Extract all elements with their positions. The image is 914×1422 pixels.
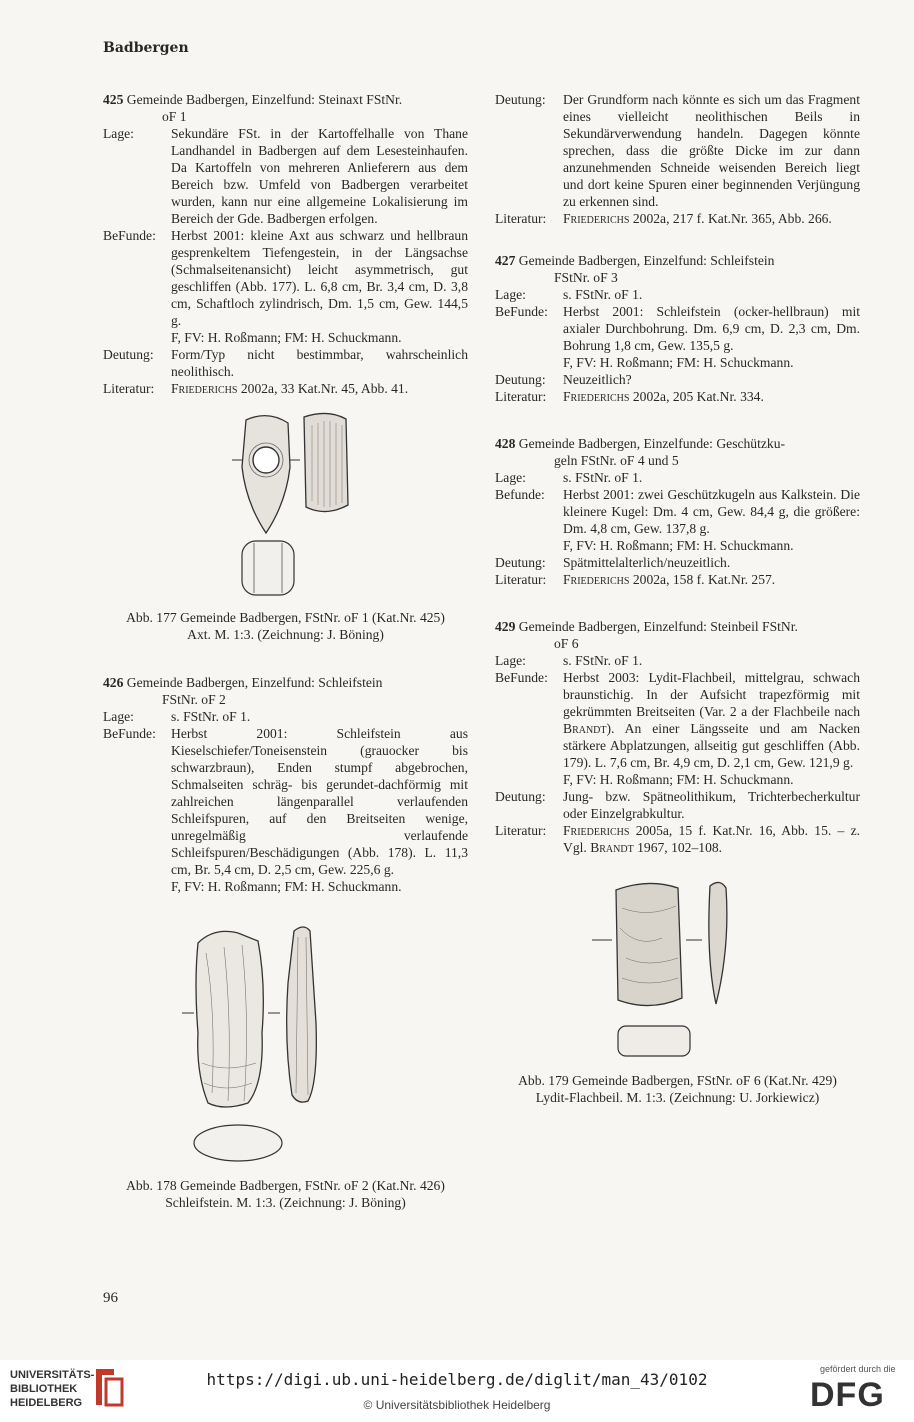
author: Brandt <box>590 840 634 855</box>
finder-text: F, FV: H. Roßmann; FM: H. Schuckmann. <box>171 330 402 345</box>
figure-caption: Axt. M. 1:3. (Zeichnung: J. Böning) <box>187 627 384 642</box>
befunde-text: Herbst 2003: Lydit-Flachbeil, mittelgrau, schwach braunstichig. In der Aufsicht trapezförmig mit gekrümmten Breitseiten (Var. 2 a der Flachbeile nach <box>563 670 860 719</box>
entry-heading-cont: FStNr. oF 2 <box>162 692 226 707</box>
figure-caption: Abb. 177 Gemeinde Badbergen, FStNr. oF 1 (Kat.Nr. 425) <box>126 610 445 625</box>
row-text <box>171 725 468 895</box>
row-label: Deutung: <box>495 372 546 387</box>
finder-text: F, FV: H. Roßmann; FM: H. Schuckmann. <box>563 355 794 370</box>
library-name-line: UNIVERSITÄTS- <box>10 1369 95 1381</box>
axe-drawing <box>186 405 386 605</box>
literatur-row <box>495 388 860 405</box>
entry-heading: Gemeinde Badbergen, Einzelfund: Steinbeil FStNr. <box>518 619 798 634</box>
figure-caption: Lydit-Flachbeil. M. 1:3. (Zeichnung: U. Jorkiewicz) <box>535 1090 820 1105</box>
literatur-row <box>103 380 468 397</box>
literatur-row <box>495 210 860 227</box>
row-text <box>171 227 468 346</box>
finder-text: F, FV: H. Roßmann; FM: H. Schuckmann. <box>171 879 402 894</box>
entry-heading: Gemeinde Badbergen, Einzelfund: Schleifstein <box>518 253 775 268</box>
lage-row <box>495 286 860 303</box>
entry-heading-cont: oF 6 <box>554 636 579 651</box>
row-label: BeFunde: <box>103 228 156 243</box>
lage-row <box>495 469 860 486</box>
row-label: Literatur: <box>495 823 547 838</box>
citation: 2002a, 217 f. Kat.Nr. 365, Abb. 266. <box>629 211 832 226</box>
dfg-logo[interactable]: DFG <box>810 1376 885 1414</box>
lage-row <box>103 708 468 725</box>
whetstone-drawing <box>176 923 396 1173</box>
befunde-text: Herbst 2001: Schleifstein aus Kieselschiefer/Toneisenstein (grauocker bis schwarzbraun), Enden stumpf abgebrochen, Schmalseiten schräg- bis gerundet-dachförmig mit zahlreichen längenparallel verlaufenden Schleifspuren, auf den Breitseiten wenige, unregelmäßig verlaufende Schleifspuren/Beschädigungen (Abb. 178). L. 11,3 cm, Br. 5,4 cm, D. 2,5 cm, Gew. 225,6 g. <box>171 726 468 877</box>
row-label: Deutung: <box>103 347 154 362</box>
befunde-row <box>495 486 860 554</box>
entry-426-title <box>103 674 468 708</box>
deutung-row <box>495 788 860 822</box>
entry-heading: Gemeinde Badbergen, Einzelfund: Steinaxt FStNr. <box>126 92 403 107</box>
entry-heading: Gemeinde Badbergen, Einzelfunde: Geschützku- <box>518 436 786 451</box>
figure-177 <box>103 405 468 642</box>
row-label: BeFunde: <box>103 726 156 741</box>
literatur-row <box>495 571 860 588</box>
figure-178 <box>103 923 468 1211</box>
funding-note: gefördert durch die <box>820 1364 896 1374</box>
author: Brandt <box>563 721 607 736</box>
deutung-row <box>495 554 860 571</box>
row-label: Befunde: <box>495 487 545 502</box>
library-name-line: HEIDELBERG <box>10 1397 83 1409</box>
row-text <box>563 571 860 588</box>
row-label: Lage: <box>103 126 134 141</box>
entry-425-title <box>103 91 468 125</box>
citation: 1967, 102–108. <box>633 840 723 855</box>
finder-text: F, FV: H. Roßmann; FM: H. Schuckmann. <box>563 538 794 553</box>
entry-number: 428 <box>495 436 516 451</box>
author: Friederichs <box>563 389 630 404</box>
row-label: Literatur: <box>495 211 547 226</box>
row-text <box>563 388 860 405</box>
befunde-text: Herbst 2001: Schleifstein (ocker-hellbraun) mit axialer Durchbohrung. Dm. 6,9 cm, D. 2,3 cm, Dm. Bohrung 1,8 cm, Gew. 135,5 g. <box>563 304 860 353</box>
row-label: Literatur: <box>103 381 155 396</box>
row-label: Deutung: <box>495 92 546 107</box>
befunde-row <box>495 303 860 371</box>
copyright-notice: © Universitätsbibliothek Heidelberg <box>363 1398 551 1412</box>
figure-caption: Schleifstein. M. 1:3. (Zeichnung: J. Böning) <box>165 1195 406 1210</box>
citation: 2002a, 158 f. Kat.Nr. 257. <box>629 572 776 587</box>
befunde-row <box>495 669 860 788</box>
entry-429-title <box>495 618 860 652</box>
entry-number: 426 <box>103 675 124 690</box>
left-column <box>103 91 468 1211</box>
row-text: Neuzeitlich? <box>563 372 632 387</box>
row-label: Lage: <box>495 470 526 485</box>
entry-number: 427 <box>495 253 516 268</box>
row-text <box>563 303 860 371</box>
row-text: Spätmittelalterlich/neuzeitlich. <box>563 555 731 570</box>
author: Friederichs <box>563 572 630 587</box>
row-text: s. FStNr. oF 1. <box>563 470 643 485</box>
befunde-text: Herbst 2001: zwei Geschützkugeln aus Kalkstein. Die kleinere Kugel: Dm. 4 cm, Gew. 84,4 g, die größere: Dm. 4,8 cm, Gew. 137,8 g. <box>563 487 860 536</box>
author: Friederichs <box>171 381 238 396</box>
literatur-row <box>495 822 860 856</box>
row-label: BeFunde: <box>495 670 548 685</box>
row-text: Der Grundform nach könnte es sich um das Fragment eines vielleicht neolithischen Beils in Sekundärverwendung handeln. Dagegen könnte sprechen, dass die größte Dicke im zur dann anzunehmenden Schneide weisenden Bereich liegt und dort keine Spuren einer beginnenden Verjüngung zu erkennen sind. <box>563 92 860 209</box>
row-label: Literatur: <box>495 389 547 404</box>
citation: 2002a, 205 Kat.Nr. 334. <box>629 389 764 404</box>
row-text <box>563 822 860 856</box>
befunde-row <box>103 725 468 895</box>
entry-heading-cont: geln FStNr. oF 4 und 5 <box>554 453 679 468</box>
figure-caption: Abb. 179 Gemeinde Badbergen, FStNr. oF 6 (Kat.Nr. 429) <box>518 1073 837 1088</box>
row-text <box>563 486 860 554</box>
befunde-row <box>103 227 468 346</box>
entry-heading-cont: oF 1 <box>162 109 187 124</box>
row-text: Jung- bzw. Spätneolithikum, Trichterbecherkultur oder Einzelgrabkultur. <box>563 789 860 821</box>
row-text: Form/Typ nicht bestimmbar, wahrscheinlich neolithisch. <box>171 347 468 379</box>
lage-row <box>103 125 468 227</box>
running-head: Badbergen <box>103 40 189 56</box>
page-url-link[interactable]: https://digi.ub.uni-heidelberg.de/diglit/man_43/0102 <box>206 1370 708 1389</box>
library-name-line: BIBLIOTHEK <box>10 1383 78 1395</box>
lage-row <box>495 652 860 669</box>
deutung-row <box>103 346 468 380</box>
befunde-text: ). An einer Längsseite und am Nacken stärkere Abplatzungen, allseitig gut geschliffen (Abb. 179). L. 7,6 cm, Br. 4,9 cm, D. 2,1 cm, Gew. 121,9 g. <box>563 721 860 770</box>
row-text: s. FStNr. oF 1. <box>563 287 643 302</box>
row-text: Sekundäre FSt. in der Kartoffelhalle von Thane Landhandel in Badbergen auf dem Lesesteinhaufen. Da Kartoffeln von mehreren Anlieferern aus dem Bereich bzw. Umfeld von Badbergen verarbeitet wurden, kann nur eine allgemeine Lokalisierung im Bereich der Gde. Badbergen erfolgen. <box>171 126 468 226</box>
figure-179 <box>495 878 860 1106</box>
flat-axe-drawing <box>578 878 778 1068</box>
page-number: 96 <box>103 1290 118 1306</box>
author: Friederichs <box>563 211 630 226</box>
figure-caption: Abb. 178 Gemeinde Badbergen, FStNr. oF 2 (Kat.Nr. 426) <box>126 1178 445 1193</box>
row-label: Deutung: <box>495 555 546 570</box>
row-label: Lage: <box>495 653 526 668</box>
row-text <box>563 210 860 227</box>
entry-428-title <box>495 435 860 469</box>
author: Friederichs <box>563 823 630 838</box>
right-column <box>495 91 860 1106</box>
deutung-row <box>495 371 860 388</box>
row-text: s. FStNr. oF 1. <box>563 653 643 668</box>
befunde-text: Herbst 2001: kleine Axt aus schwarz und hellbraun gesprenkeltem Tiefengestein, in der Längsachse (Schmalseitenansicht) leicht asymmetrisch, gut geschliffen (Abb. 177). L. 6,8 cm, Br. 3,4 cm, D. 3,8 cm, Schaftloch zylindrisch, Dm. 1,5 cm, Gew. 144,5 g. <box>171 228 468 328</box>
entry-number: 425 <box>103 92 124 107</box>
row-label: Deutung: <box>495 789 546 804</box>
entry-427-title <box>495 252 860 286</box>
row-text: s. FStNr. oF 1. <box>171 709 251 724</box>
row-label: BeFunde: <box>495 304 548 319</box>
row-text <box>563 669 860 788</box>
row-label: Lage: <box>103 709 134 724</box>
finder-text: F, FV: H. Roßmann; FM: H. Schuckmann. <box>563 772 794 787</box>
deutung-row <box>495 91 860 210</box>
entry-heading-cont: FStNr. oF 3 <box>554 270 618 285</box>
row-label: Lage: <box>495 287 526 302</box>
entry-number: 429 <box>495 619 516 634</box>
entry-heading: Gemeinde Badbergen, Einzelfund: Schleifstein <box>126 675 383 690</box>
citation: 2005a, 15 f. Kat.Nr. 16, Abb. 15. – z. Vgl. <box>563 823 860 855</box>
row-label: Literatur: <box>495 572 547 587</box>
row-text <box>171 380 468 397</box>
citation: 2002a, 33 Kat.Nr. 45, Abb. 41. <box>237 381 409 396</box>
